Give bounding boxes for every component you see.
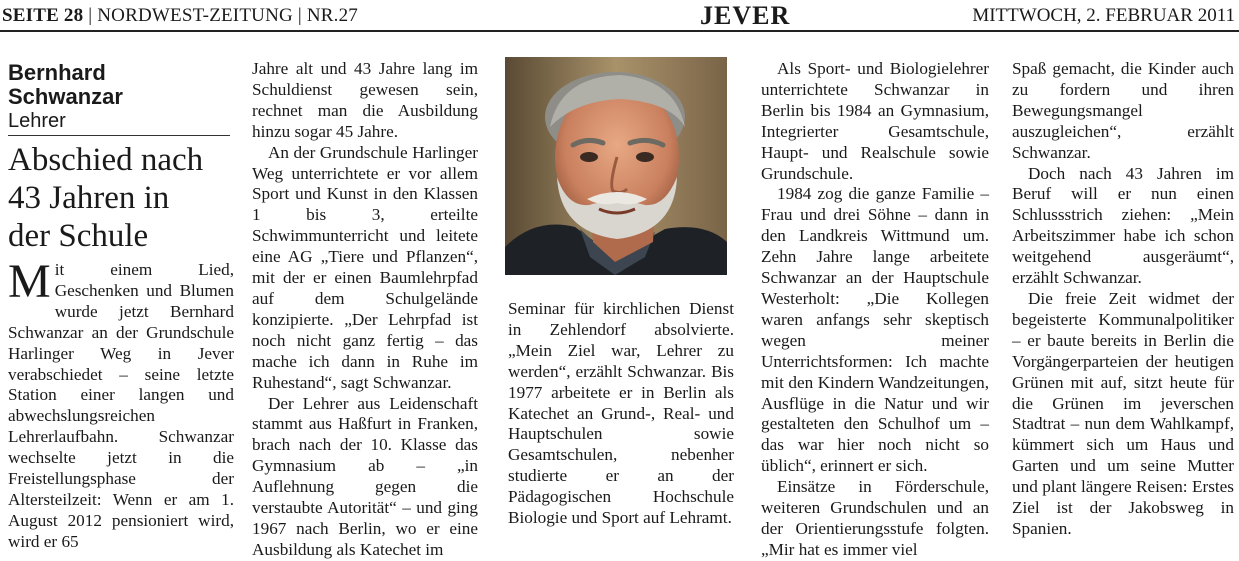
portrait-photo (505, 57, 727, 275)
person-name (8, 61, 228, 109)
article-column-1 (8, 255, 234, 553)
article-paragraph: Spaß gemacht, die Kinder auch zu fordern und ihren Bewegungsmangel auszugleichen“, erzählt Schwanzar. (1012, 59, 1234, 162)
article-paragraph: Mit einem Lied, Geschenken und Blumen wurde jetzt Bernhard Schwanzar an der Grundschule Harlinger Weg in Jever verabschiedet – seine letzte Station einer langen und abwechslungsreichen Lehrerlaufbahn. Schwanzar wechselte jetzt in die Freistellungsphase der Altersteilzeit: Wenn er am 1. August 2012 pensioniert wird, wird er 65 (8, 255, 234, 551)
person-first-name: Bernhard (8, 60, 106, 85)
article-paragraph: Jahre alt und 43 Jahre lang im Schuldienst gewesen sein, rechnet man die Ausbildung hinzu sogar 45 Jahre. (252, 59, 478, 141)
article-paragraph: An der Grundschule Harlinger Weg unterrichtete er vor allem Sport und Kunst in den Klassen 1 bis 3, erteilte Schwimmunterricht und leitete eine AG „Tiere und Pflanzen“, mit der er einen Baumlehrpfad auf dem Schulgelände konzipierte. „Der Lehrpfad ist noch nicht ganz fertig – das mache ich dann in Ruhe im Ruhestand“, sagt Schwanzar. (252, 142, 478, 392)
article-column-3 (508, 299, 734, 529)
article-paragraph: Der Lehrer aus Leidenschaft stammt aus Haßfurt in Franken, brach nach der 10. Klasse das Gymnasium ab – „in Auflehnung gegen die verstaubte Autorität“ – und ging 1967 nach Berlin, wo er eine Ausbildung als Katechet im (252, 393, 478, 559)
headline-line: Abschied nach (8, 142, 204, 178)
header-separator: | (88, 5, 93, 26)
issue-number: NR.27 (306, 5, 358, 26)
person-role: Lehrer (8, 110, 66, 132)
page-header-left (2, 5, 358, 27)
article-paragraph: Als Sport- und Biologielehrer unterrichtete Schwanzar in Berlin bis 1984 an Gymnasium, Integrierter Gesamtschule, Haupt- und Realschule sowie Grundschule. (761, 59, 989, 183)
header-divider (0, 30, 1239, 32)
article-paragraph: Die freie Zeit widmet der begeisterte Kommunalpolitiker – er baute bereits in Berlin die Vorgängerparteien der heutigen Grünen mit auf, sitzt heute für die Grünen im jeverschen Stadtrat – nun dem Wahlkampf, kümmert sich um Haus und Garten und um seine Mutter und plant längere Reisen: Erstes Ziel ist der Jakobsweg in Spanien. (1012, 288, 1234, 538)
headline-line: der Schule (8, 218, 149, 254)
article-column-2 (252, 59, 478, 561)
article-column-5 (1012, 59, 1234, 540)
article-paragraph: Doch nach 43 Jahren im Beruf will er nun einen Schlussstrich ziehen: „Mein Arbeitszimmer habe ich schon weitgehend ausgeräumt“, erzählt Schwanzar. (1012, 163, 1234, 288)
newspaper-name: NORDWEST-ZEITUNG (97, 5, 293, 26)
drop-cap: M (8, 255, 51, 308)
article-column-4 (761, 59, 989, 561)
article-paragraph: Einsätze in Förderschule, weiteren Grundschulen und an der Orientierungsstufe folgten. „Mir hat es immer viel (761, 477, 989, 559)
article-paragraph: 1984 zog die ganze Familie – Frau und drei Söhne – dann in den Landkreis Wittmund um. Zehn Jahre lange arbeitete Schwanzar an der Hauptschule Westerholt: „Die Kollegen waren anfangs sehr skeptisch wegen meiner Unterrichtsformen: Ich machte mit den Kindern Wandzeitungen, Ausflüge in die Natur und wir gestalteten den Schulhof um – das war hier noch nicht so üblich“, erinnert er sich. (761, 184, 989, 476)
sidebar-divider (8, 135, 230, 136)
article-paragraph: Seminar für kirchlichen Dienst in Zehlendorf absolvierte. „Mein Ziel war, Lehrer zu werden“, erzählt Schwanzar. Bis 1977 arbeitete er in Berlin als Katechet an Grund-, Real- und Hauptschulen sowie Gesamtschulen, nebenher studierte er an der Pädagogischen Hochschule Biologie und Sport auf Lehramt. (508, 299, 734, 528)
headline-line: 43 Jahren in (8, 180, 170, 216)
section-title: JEVER (700, 1, 791, 30)
issue-date: MITTWOCH, 2. FEBRUAR 2011 (972, 5, 1235, 26)
person-last-name: Schwanzar (8, 84, 123, 109)
header-separator: | (297, 5, 302, 26)
article-headline (8, 141, 233, 255)
page-number: SEITE 28 (2, 5, 84, 26)
